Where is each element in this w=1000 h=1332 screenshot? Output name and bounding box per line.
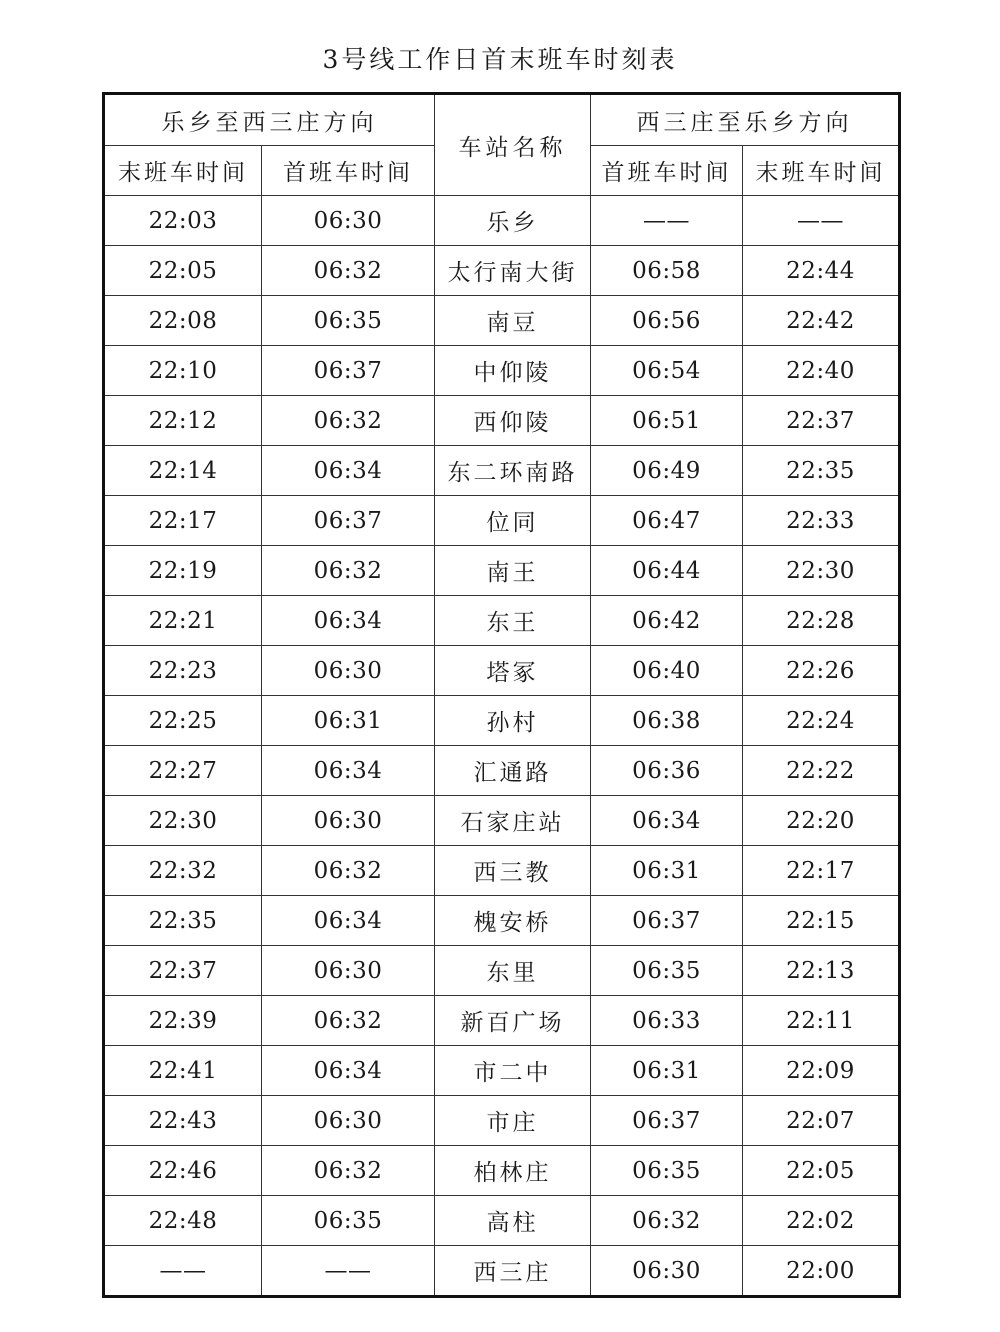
a-first-train-time: 06:32	[262, 996, 435, 1046]
a-first-train-time: 06:34	[262, 596, 435, 646]
b-first-train-time: 06:37	[591, 1096, 743, 1146]
table-row	[104, 546, 900, 596]
station-name: 高柱	[435, 1196, 591, 1246]
station-name: 东里	[435, 946, 591, 996]
a-last-train-time: 22:46	[104, 1146, 262, 1196]
b-last-train-time: 22:20	[743, 796, 900, 846]
table-row	[104, 646, 900, 696]
a-last-train-time: 22:39	[104, 996, 262, 1046]
station-name: 塔冢	[435, 646, 591, 696]
station-name: 位同	[435, 496, 591, 546]
b-first-train-time: 06:34	[591, 796, 743, 846]
b-first-train-time: 06:31	[591, 846, 743, 896]
a-first-train-time: 06:37	[262, 496, 435, 546]
a-first-train-time: 06:34	[262, 1046, 435, 1096]
a-last-train-time: 22:41	[104, 1046, 262, 1096]
station-name: 东王	[435, 596, 591, 646]
b-first-train-header: 首班车时间	[591, 146, 743, 196]
a-first-train-time: 06:30	[262, 946, 435, 996]
station-name: 乐乡	[435, 196, 591, 246]
station-name: 太行南大街	[435, 246, 591, 296]
a-last-train-time: 22:21	[104, 596, 262, 646]
b-last-train-header: 末班车时间	[743, 146, 900, 196]
b-first-train-time: 06:35	[591, 946, 743, 996]
b-last-train-time: 22:11	[743, 996, 900, 1046]
b-last-train-time: 22:09	[743, 1046, 900, 1096]
a-last-train-time: 22:25	[104, 696, 262, 746]
b-first-train-time: 06:37	[591, 896, 743, 946]
table-row	[104, 296, 900, 346]
a-last-train-time: 22:27	[104, 746, 262, 796]
a-last-train-time: 22:05	[104, 246, 262, 296]
table-row	[104, 246, 900, 296]
b-first-train-time: 06:47	[591, 496, 743, 546]
a-last-train-time: 22:32	[104, 846, 262, 896]
table-row	[104, 1046, 900, 1096]
a-last-train-time: 22:10	[104, 346, 262, 396]
table-row	[104, 796, 900, 846]
a-last-train-time: 22:43	[104, 1096, 262, 1146]
a-last-train-time: 22:35	[104, 896, 262, 946]
table-row	[104, 346, 900, 396]
station-name: 槐安桥	[435, 896, 591, 946]
a-first-train-time: 06:30	[262, 1096, 435, 1146]
b-first-train-time: 06:30	[591, 1246, 743, 1297]
a-last-train-time: 22:17	[104, 496, 262, 546]
a-first-train-time: 06:32	[262, 246, 435, 296]
a-last-train-time: 22:12	[104, 396, 262, 446]
b-first-train-time: 06:32	[591, 1196, 743, 1246]
table-row	[104, 1146, 900, 1196]
b-first-train-time: 06:44	[591, 546, 743, 596]
table-row	[104, 946, 900, 996]
station-name: 柏林庄	[435, 1146, 591, 1196]
station-name: 汇通路	[435, 746, 591, 796]
table-row	[104, 496, 900, 546]
a-last-train-header: 末班车时间	[104, 146, 262, 196]
a-last-train-time: 22:03	[104, 196, 262, 246]
table-row	[104, 196, 900, 246]
b-last-train-time: 22:30	[743, 546, 900, 596]
a-last-train-time: ——	[104, 1246, 262, 1297]
a-last-train-time: 22:19	[104, 546, 262, 596]
a-first-train-time: 06:34	[262, 896, 435, 946]
b-last-train-time: ——	[743, 196, 900, 246]
b-last-train-time: 22:00	[743, 1246, 900, 1297]
a-first-train-time: 06:30	[262, 646, 435, 696]
table-row	[104, 396, 900, 446]
station-name: 市庄	[435, 1096, 591, 1146]
a-first-train-time: 06:34	[262, 746, 435, 796]
a-first-train-time: 06:32	[262, 846, 435, 896]
b-first-train-time: 06:33	[591, 996, 743, 1046]
direction-b-header: 西三庄至乐乡方向	[591, 94, 900, 146]
b-last-train-time: 22:28	[743, 596, 900, 646]
b-last-train-time: 22:07	[743, 1096, 900, 1146]
station-name: 南王	[435, 546, 591, 596]
b-last-train-time: 22:44	[743, 246, 900, 296]
table-row	[104, 996, 900, 1046]
b-last-train-time: 22:15	[743, 896, 900, 946]
b-first-train-time: 06:54	[591, 346, 743, 396]
b-first-train-time: 06:35	[591, 1146, 743, 1196]
b-first-train-time: ——	[591, 196, 743, 246]
timetable	[102, 92, 901, 1298]
station-name: 中仰陵	[435, 346, 591, 396]
a-first-train-time: 06:34	[262, 446, 435, 496]
station-name: 西三教	[435, 846, 591, 896]
a-last-train-time: 22:30	[104, 796, 262, 846]
station-name: 西三庄	[435, 1246, 591, 1297]
table-row	[104, 846, 900, 896]
table-row	[104, 746, 900, 796]
table-row	[104, 1096, 900, 1146]
b-last-train-time: 22:05	[743, 1146, 900, 1196]
a-first-train-time: 06:30	[262, 196, 435, 246]
b-last-train-time: 22:02	[743, 1196, 900, 1246]
b-first-train-time: 06:40	[591, 646, 743, 696]
a-first-train-header: 首班车时间	[262, 146, 435, 196]
b-first-train-time: 06:36	[591, 746, 743, 796]
a-first-train-time: 06:32	[262, 546, 435, 596]
a-first-train-time: 06:35	[262, 1196, 435, 1246]
a-first-train-time: 06:32	[262, 396, 435, 446]
b-last-train-time: 22:40	[743, 346, 900, 396]
station-name: 新百广场	[435, 996, 591, 1046]
page-title: 3号线工作日首末班车时刻表	[322, 45, 678, 74]
b-first-train-time: 06:38	[591, 696, 743, 746]
b-first-train-time: 06:42	[591, 596, 743, 646]
a-last-train-time: 22:23	[104, 646, 262, 696]
a-last-train-time: 22:37	[104, 946, 262, 996]
b-last-train-time: 22:35	[743, 446, 900, 496]
station-name: 东二环南路	[435, 446, 591, 496]
a-first-train-time: 06:30	[262, 796, 435, 846]
station-name: 西仰陵	[435, 396, 591, 446]
station-name: 孙村	[435, 696, 591, 746]
a-first-train-time: 06:35	[262, 296, 435, 346]
station-name: 市二中	[435, 1046, 591, 1096]
station-name-header: 车站名称	[435, 94, 591, 196]
table-row	[104, 696, 900, 746]
b-last-train-time: 22:24	[743, 696, 900, 746]
b-first-train-time: 06:56	[591, 296, 743, 346]
a-last-train-time: 22:48	[104, 1196, 262, 1246]
table-row	[104, 1246, 900, 1297]
a-last-train-time: 22:08	[104, 296, 262, 346]
a-first-train-time: 06:31	[262, 696, 435, 746]
b-first-train-time: 06:58	[591, 246, 743, 296]
a-first-train-time: 06:37	[262, 346, 435, 396]
b-last-train-time: 22:33	[743, 496, 900, 546]
b-last-train-time: 22:26	[743, 646, 900, 696]
b-last-train-time: 22:17	[743, 846, 900, 896]
a-first-train-time: 06:32	[262, 1146, 435, 1196]
header-row-directions	[104, 94, 900, 146]
a-last-train-time: 22:14	[104, 446, 262, 496]
b-last-train-time: 22:37	[743, 396, 900, 446]
b-first-train-time: 06:49	[591, 446, 743, 496]
station-name: 石家庄站	[435, 796, 591, 846]
station-name: 南豆	[435, 296, 591, 346]
b-first-train-time: 06:51	[591, 396, 743, 446]
table-row	[104, 446, 900, 496]
b-first-train-time: 06:31	[591, 1046, 743, 1096]
b-last-train-time: 22:13	[743, 946, 900, 996]
direction-a-header: 乐乡至西三庄方向	[104, 94, 435, 146]
a-first-train-time: ——	[262, 1246, 435, 1297]
b-last-train-time: 22:42	[743, 296, 900, 346]
table-row	[104, 896, 900, 946]
table-row	[104, 596, 900, 646]
b-last-train-time: 22:22	[743, 746, 900, 796]
table-row	[104, 1196, 900, 1246]
